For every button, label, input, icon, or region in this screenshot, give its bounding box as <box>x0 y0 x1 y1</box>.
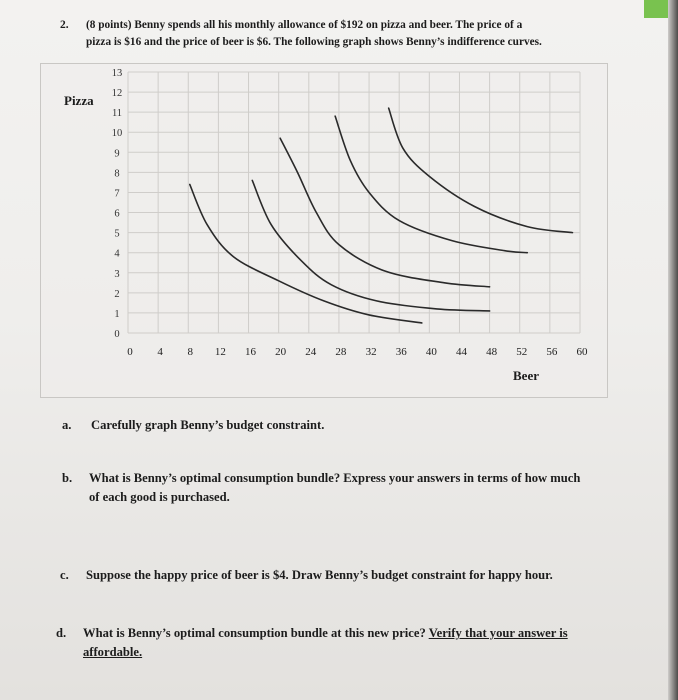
part-d-line-1 <box>83 624 568 643</box>
part-d-line-2: affordable. <box>83 645 143 659</box>
x-tick-label: 32 <box>365 346 377 358</box>
x-tick-label: 4 <box>157 346 163 358</box>
part-d-line-1a: What is Benny’s optimal consumption bundle at this new price? <box>83 626 429 640</box>
x-tick-label: 16 <box>245 346 257 358</box>
y-tick-label: 11 <box>111 108 123 120</box>
x-tick-label: 40 <box>425 346 437 358</box>
y-tick-label: 7 <box>114 188 120 200</box>
indifference-curve-5 <box>389 108 573 232</box>
question-line-2: pizza is $16 and the price of beer is $6. The following graph shows Benny’s indifference curves. <box>86 36 542 48</box>
y-tick-label: 6 <box>114 208 120 220</box>
y-tick-label: 13 <box>111 68 123 79</box>
question-line-1: (8 points) Benny spends all his monthly allowance of $192 on pizza and beer. The price of a <box>86 19 523 31</box>
y-tick-label: 8 <box>114 168 120 180</box>
x-tick-label: 0 <box>127 346 133 358</box>
part-d-letter: d. <box>56 626 67 640</box>
x-tick-label: 48 <box>486 346 498 358</box>
y-tick-label: 0 <box>114 329 120 340</box>
y-tick-label: 12 <box>111 88 123 100</box>
x-tick-label: 24 <box>305 346 317 358</box>
x-tick-label: 20 <box>275 346 287 358</box>
y-tick-label: 3 <box>114 268 120 280</box>
y-tick-label: 10 <box>111 128 123 140</box>
x-axis-label: Beer <box>513 368 539 383</box>
x-tick-label: 52 <box>516 346 528 358</box>
y-tick-label: 9 <box>114 148 120 160</box>
x-tick-label: 36 <box>395 346 407 358</box>
indifference-curve-2 <box>252 180 489 310</box>
y-tick-label: 2 <box>114 288 120 300</box>
x-tick-label: 12 <box>214 346 226 358</box>
part-b-line-1: What is Benny’s optimal consumption bundle? Express your answers in terms of how much <box>89 471 581 485</box>
x-tick-label: 56 <box>546 346 558 358</box>
y-tick-label: 4 <box>114 248 120 260</box>
part-a-letter: a. <box>62 418 72 432</box>
y-tick-label: 5 <box>114 228 120 240</box>
y-axis-label: Pizza <box>64 93 94 108</box>
part-b-line-2: of each good is purchased. <box>89 490 230 504</box>
x-tick-label: 28 <box>335 346 347 358</box>
x-tick-label: 60 <box>576 346 588 358</box>
x-tick-label: 8 <box>187 346 194 358</box>
part-b-letter: b. <box>62 471 73 485</box>
x-tick-label: 44 <box>455 346 467 358</box>
part-c-text: Suppose the happy price of beer is $4. Draw Benny’s budget constraint for happy hour. <box>86 568 553 582</box>
verify-underlined-text: Verify that your answer is <box>428 626 568 640</box>
part-c-letter: c. <box>60 568 69 582</box>
question-number: 2. <box>60 19 69 31</box>
part-a-text: Carefully graph Benny’s budget constraint. <box>91 418 325 432</box>
y-tick-label: 1 <box>114 308 120 320</box>
